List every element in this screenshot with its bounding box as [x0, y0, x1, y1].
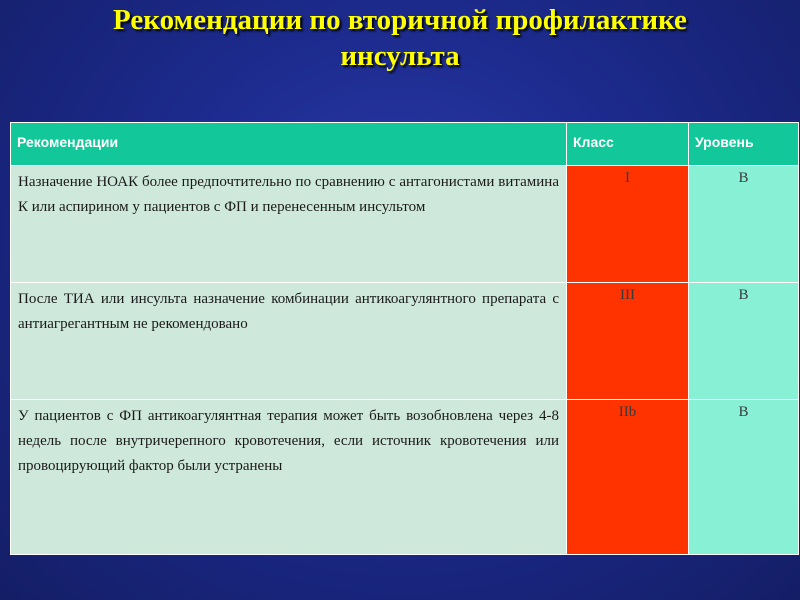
header-class: Класс [567, 123, 689, 166]
recommendation-class: III [567, 283, 689, 400]
header-recommendations: Рекомендации [11, 123, 567, 166]
recommendation-level: B [689, 400, 799, 555]
table-header-row [11, 123, 799, 166]
header-level: Уровень [689, 123, 799, 166]
recommendation-level: B [689, 283, 799, 400]
slide-title-line-1: Рекомендации по вторичной профилактике [113, 4, 687, 36]
recommendation-class: I [567, 166, 689, 283]
recommendation-class: IIb [567, 400, 689, 555]
slide-title [0, 2, 800, 74]
recommendation-text: После ТИА или инсульта назначение комбинации антикоагулянтного препарата с антиагрегантным не рекомендовано [11, 283, 567, 400]
table-row [11, 166, 799, 283]
recommendation-text: У пациентов с ФП антикоагулянтная терапия может быть возобновлена через 4-8 недель после внутричерепного кровотечения, если источник кровотечения или провоцирующий фактор были устранены [11, 400, 567, 555]
recommendation-text: Назначение НОАК более предпочтительно по сравнению с антагонистами витамина К или аспирином у пациентов с ФП и перенесенным инсультом [11, 166, 567, 283]
slide-title-line-2: инсульта [340, 40, 460, 72]
recommendation-level: B [689, 166, 799, 283]
table-row [11, 283, 799, 400]
recommendations-table [10, 122, 799, 555]
table-row [11, 400, 799, 555]
